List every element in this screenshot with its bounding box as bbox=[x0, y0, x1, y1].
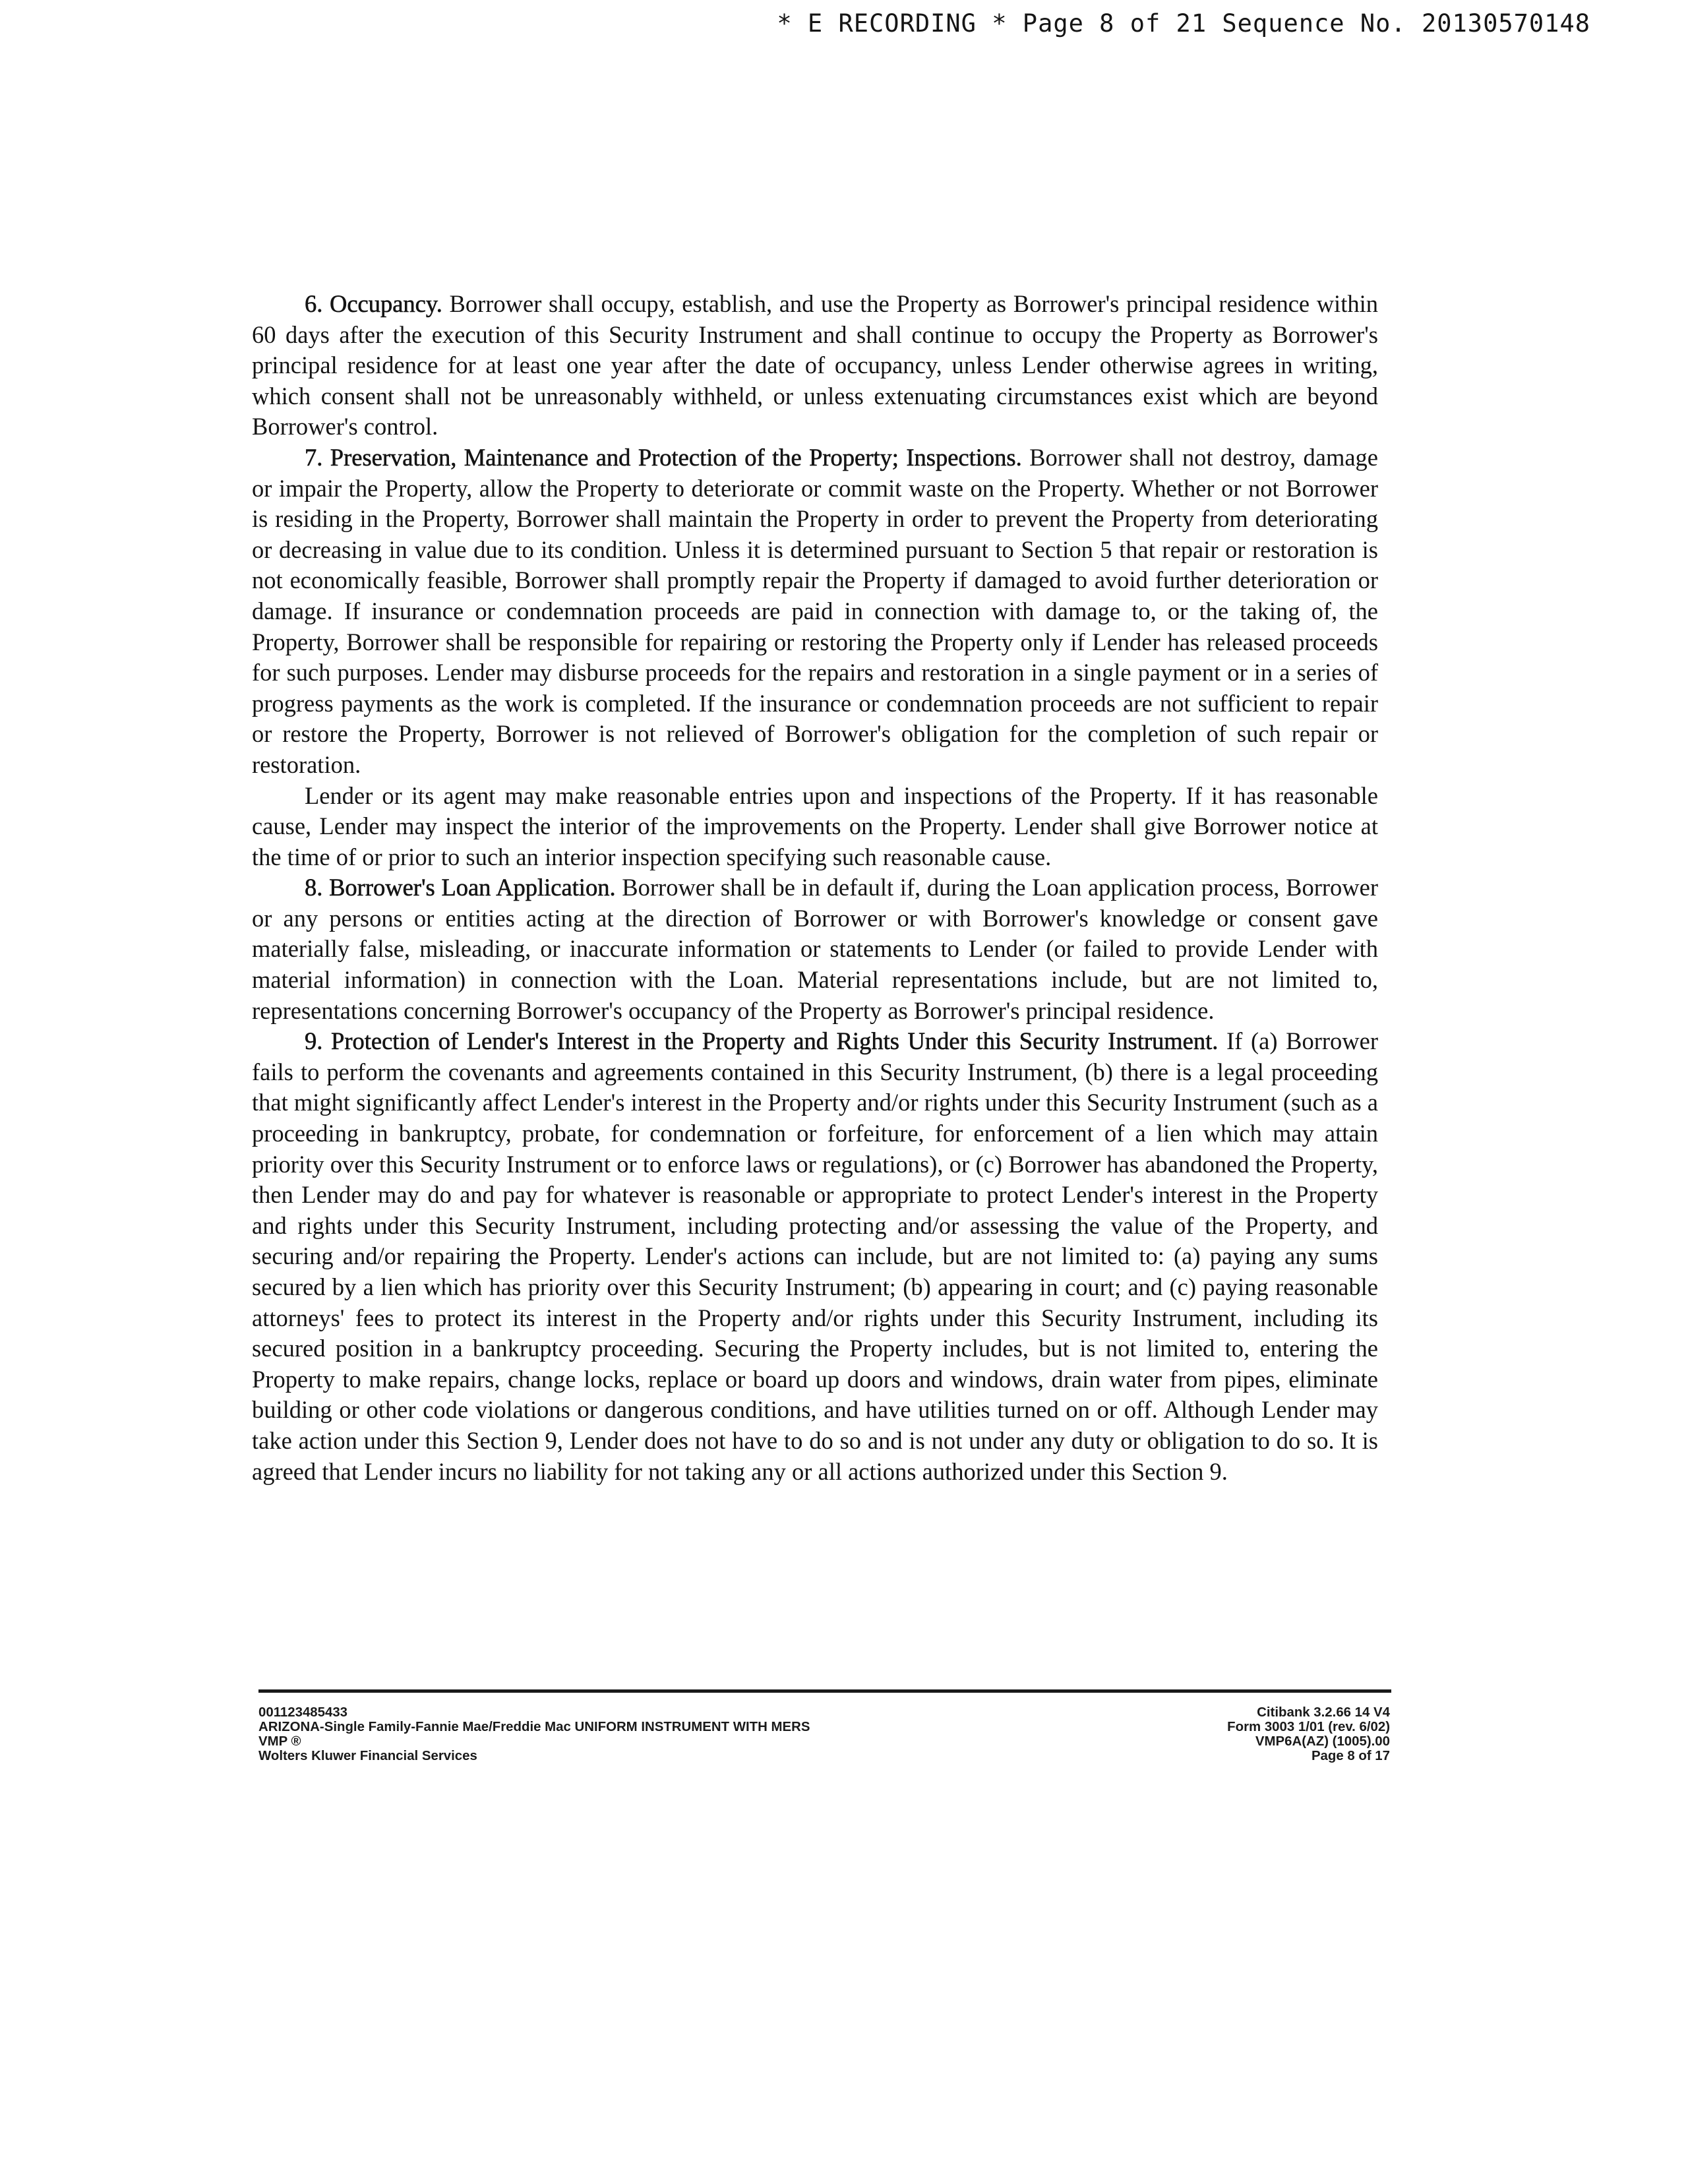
footer-right-block bbox=[1227, 1705, 1390, 1763]
section-text: If (a) Borrower fails to perform the covenants and agreements contained in this Security Instrument, (b) there is a legal proceeding that might significantly affect Lender's interest in the Property and/or rights under this Security Instrument (such as a proceeding in bankruptcy, probate, for condemnation or forfeiture, for enforcement of a lien which may attain priority over this Security Instrument or to enforce laws or regulations), or (c) Borrower has abandoned the Property, then Lender may do and pay for whatever is reasonable or appropriate to protect Lender's interest in the Property and rights under this Security Instrument, including protecting and/or assessing the value of the Property, and securing and/or repairing the Property. Lender's actions can include, but are not limited to: (a) paying any sums secured by a lien which has priority over this Security Instrument; (b) appearing in court; and (c) paying reasonable attorneys' fees to protect its interest in the Property and/or rights under this Security Instrument, including its secured position in a bankruptcy proceeding. Securing the Property includes, but is not limited to, entering the Property to make repairs, change locks, replace or board up doors and windows, drain water from pipes, eliminate building or other code violations or dangerous conditions, and have utilities turned on or off. Although Lender may take action under this Section 9, Lender does not have to do so and is not under any duty or obligation to do so. It is agreed that Lender incurs no liability for not taking any or all actions authorized under this Section 9. bbox=[252, 1027, 1378, 1485]
footer-left-block bbox=[258, 1705, 810, 1763]
lender-version: Citibank 3.2.66 14 V4 bbox=[1257, 1705, 1390, 1720]
form-page-number: Page 8 of 17 bbox=[1311, 1749, 1390, 1763]
section-heading: 9. Protection of Lender's Interest in the Property and Rights Under this Security Instrument. bbox=[305, 1027, 1219, 1055]
section-7-inspections-paragraph bbox=[252, 781, 1378, 873]
loan-number: 001123485433 bbox=[258, 1705, 348, 1720]
section-8-loan-application bbox=[252, 872, 1378, 1026]
section-text: Lender or its agent may make reasonable entries upon and inspections of the Property. If it has reasonable cause, Lender may inspect the interior of the improvements on the Property. Lender shall give Borrower notice at the time of or prior to such an interior inspection specifying such reasonable cause. bbox=[252, 781, 1378, 870]
section-9-protection bbox=[252, 1026, 1378, 1487]
section-text: Borrower shall not destroy, damage or impair the Property, allow the Property to deteriorate or commit waste on the Property. Whether or not Borrower is residing in the Property, Borrower shall maintain the Property in order to prevent the Property from deteriorating or decreasing in value due to its condition. Unless it is determined pursuant to Section 5 that repair or restoration is not economically feasible, Borrower shall promptly repair the Property if damaged to avoid further deterioration or damage. If insurance or condemnation proceeds are paid in connection with damage to, or the taking of, the Property, Borrower shall be responsible for repairing or restoring the Property only if Lender has released proceeds for such purposes. Lender may disburse proceeds for the repairs and restoration in a single payment or in a series of progress payments as the work is completed. If the insurance or condemnation proceeds are not sufficient to repair or restore the Property, Borrower is not relieved of Borrower's obligation for the completion of such repair or restoration. bbox=[252, 443, 1378, 778]
recording-header: * E RECORDING * Page 8 of 21 Sequence No. 20130570148 bbox=[777, 9, 1590, 38]
form-number: Form 3003 1/01 (rev. 6/02) bbox=[1227, 1720, 1390, 1734]
section-heading: 7. Preservation, Maintenance and Protection of the Property; Inspections. bbox=[305, 443, 1022, 471]
document-body bbox=[252, 289, 1378, 1487]
section-6-occupancy bbox=[252, 289, 1378, 442]
vmp-mark: VMP ® bbox=[258, 1734, 301, 1749]
section-text: Borrower shall be in default if, during the Loan application process, Borrower or any persons or entities acting at the direction of Borrower or with Borrower's knowledge or consent gave materially false, misleading, or inaccurate information or statements to Lender (or failed to provide Lender with material information) in connection with the Loan. Material representations include, but are not limited to, representations concerning Borrower's occupancy of the Property as Borrower's principal residence. bbox=[252, 874, 1378, 1024]
section-text: Borrower shall occupy, establish, and use the Property as Borrower's principal residence within 60 days after the execution of this Security Instrument and shall continue to occupy the Property as Borrower's principal residence for at least one year after the date of occupancy, unless Lender otherwise agrees in writing, which consent shall not be unreasonably withheld, or unless extenuating circumstances exist which are beyond Borrower's control. bbox=[252, 290, 1378, 440]
section-7-preservation bbox=[252, 442, 1378, 781]
footer-divider bbox=[258, 1689, 1391, 1693]
section-heading: 8. Borrower's Loan Application. bbox=[305, 874, 616, 901]
form-title: ARIZONA-Single Family-Fannie Mae/Freddie Mac UNIFORM INSTRUMENT WITH MERS bbox=[258, 1720, 810, 1734]
section-heading: 6. Occupancy. bbox=[305, 290, 442, 317]
publisher: Wolters Kluwer Financial Services bbox=[258, 1749, 477, 1763]
vmp-form-code: VMP6A(AZ) (1005).00 bbox=[1255, 1734, 1390, 1749]
